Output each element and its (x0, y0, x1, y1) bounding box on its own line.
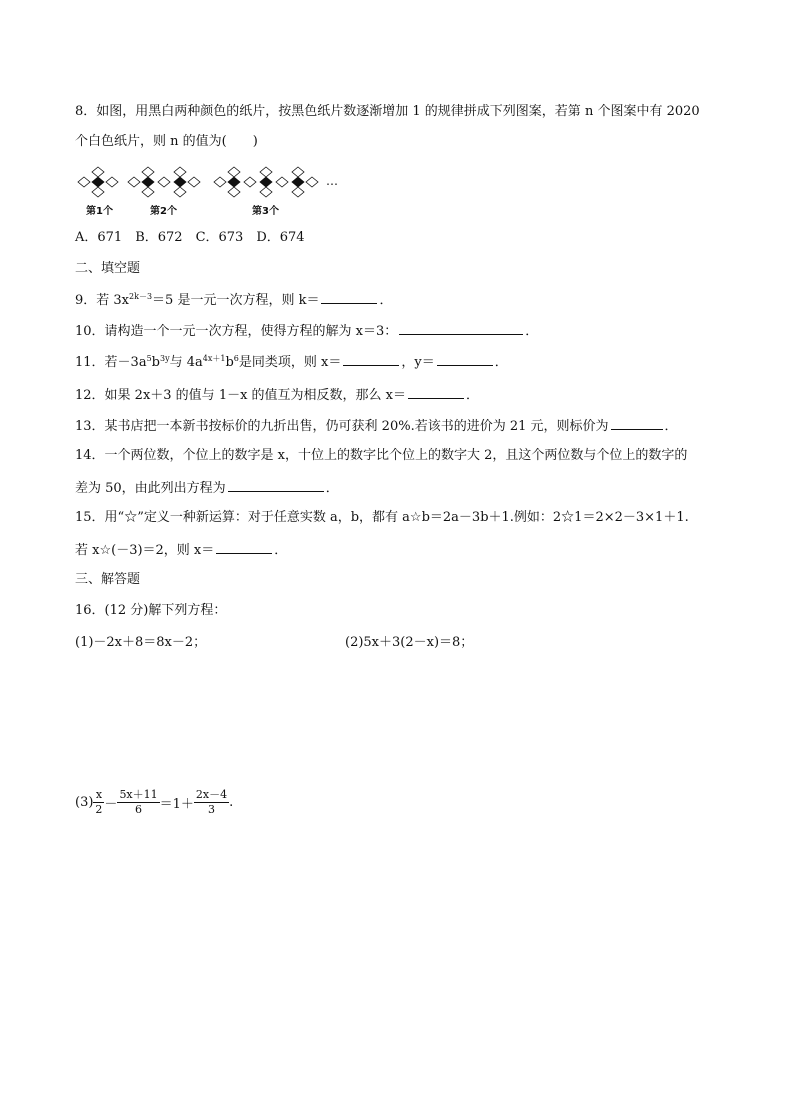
figure-label-1: 第1个 (86, 206, 113, 217)
section-heading-solve: 三、解答题 (75, 572, 141, 587)
q8-options: A．671 B．672 C．673 D．674 (75, 230, 305, 245)
q9: 9．若 $3x^{2k-3}=5$ 是一元一次方程，则 k＝ ． (75, 292, 393, 308)
q14-line2: 差为 50，由此列出方程为 ． (75, 478, 339, 498)
pattern-1 (78, 167, 118, 197)
q15-answer-blank[interactable] (216, 540, 272, 554)
q11-x-blank[interactable] (343, 352, 399, 366)
pattern-3 (214, 167, 318, 197)
fraction-2x-minus-4-over-3: $\frac{2x-4}{3}$ (195, 788, 228, 816)
figure-ellipsis: … (326, 174, 338, 188)
q16-part2: (2)5x＋3(2－x)＝8； (345, 635, 474, 650)
q11: 11．若$-3a^5b^{3y}$与 $4a^{4x+1}b^6$是同类项，则 x＝ ，y＝ ． (75, 354, 508, 370)
q10: 10．请构造一个一元一次方程，使得方程的解为 x＝3： ． (75, 321, 538, 341)
section-heading-fill: 二、填空题 (75, 261, 141, 276)
q8-line2: 个白色纸片，则 n 的值为( ) (75, 134, 258, 149)
q15-line2: 若 x☆(－3)＝2，则 x＝ ． (75, 540, 287, 560)
q9-answer-blank[interactable] (321, 290, 377, 304)
fraction-x-over-2: $\frac{x}{2}$ (95, 788, 103, 816)
q13: 13．某书店把一本新书按标价的九折出售，仍可获利 20%.若该书的进价为 21 元，则标价为 ． (75, 416, 678, 436)
q16-title: 16．(12 分)解下列方程： (75, 603, 227, 618)
figure-label-3: 第3个 (252, 206, 279, 217)
fraction-5x-plus-11-over-6: $\frac{5x+11}{6}$ (119, 788, 158, 816)
pattern-2 (128, 167, 200, 197)
q10-answer-blank[interactable] (399, 321, 523, 335)
q12-answer-blank[interactable] (408, 385, 464, 399)
q14-line1: 14．一个两位数，个位上的数字是 x，十位上的数字比个位上的数字大 2，且这个两位数与个位上的数字的 (75, 448, 688, 463)
q15-line1: 15．用“☆”定义一种新运算：对于任意实数 a，b，都有 a☆b＝2a－3b＋1.例如：2☆1＝2×2－3×1＋1. (75, 510, 689, 525)
q16-part1: (1)－2x＋8＝8x－2； (75, 635, 207, 650)
q13-answer-blank[interactable] (611, 416, 663, 430)
q16-part3: (3) $\frac{x}{2}$ － $\frac{5x+11}{6}$ ＝1＋ $\frac{2x-4}{3}$ . (75, 788, 234, 816)
q14-answer-blank[interactable] (228, 478, 324, 492)
q8-line1: 8．如图，用黑白两种颜色的纸片，按黑色纸片数逐渐增加 1 的规律拼成下列图案，若第 n 个图案中有 2020 (75, 104, 700, 119)
q11-y-blank[interactable] (437, 352, 493, 366)
pattern-figure (74, 163, 344, 199)
figure-label-2: 第2个 (150, 206, 177, 217)
q12: 12．如果 2x＋3 的值与 1－x 的值互为相反数，那么 x＝ ． (75, 385, 479, 405)
